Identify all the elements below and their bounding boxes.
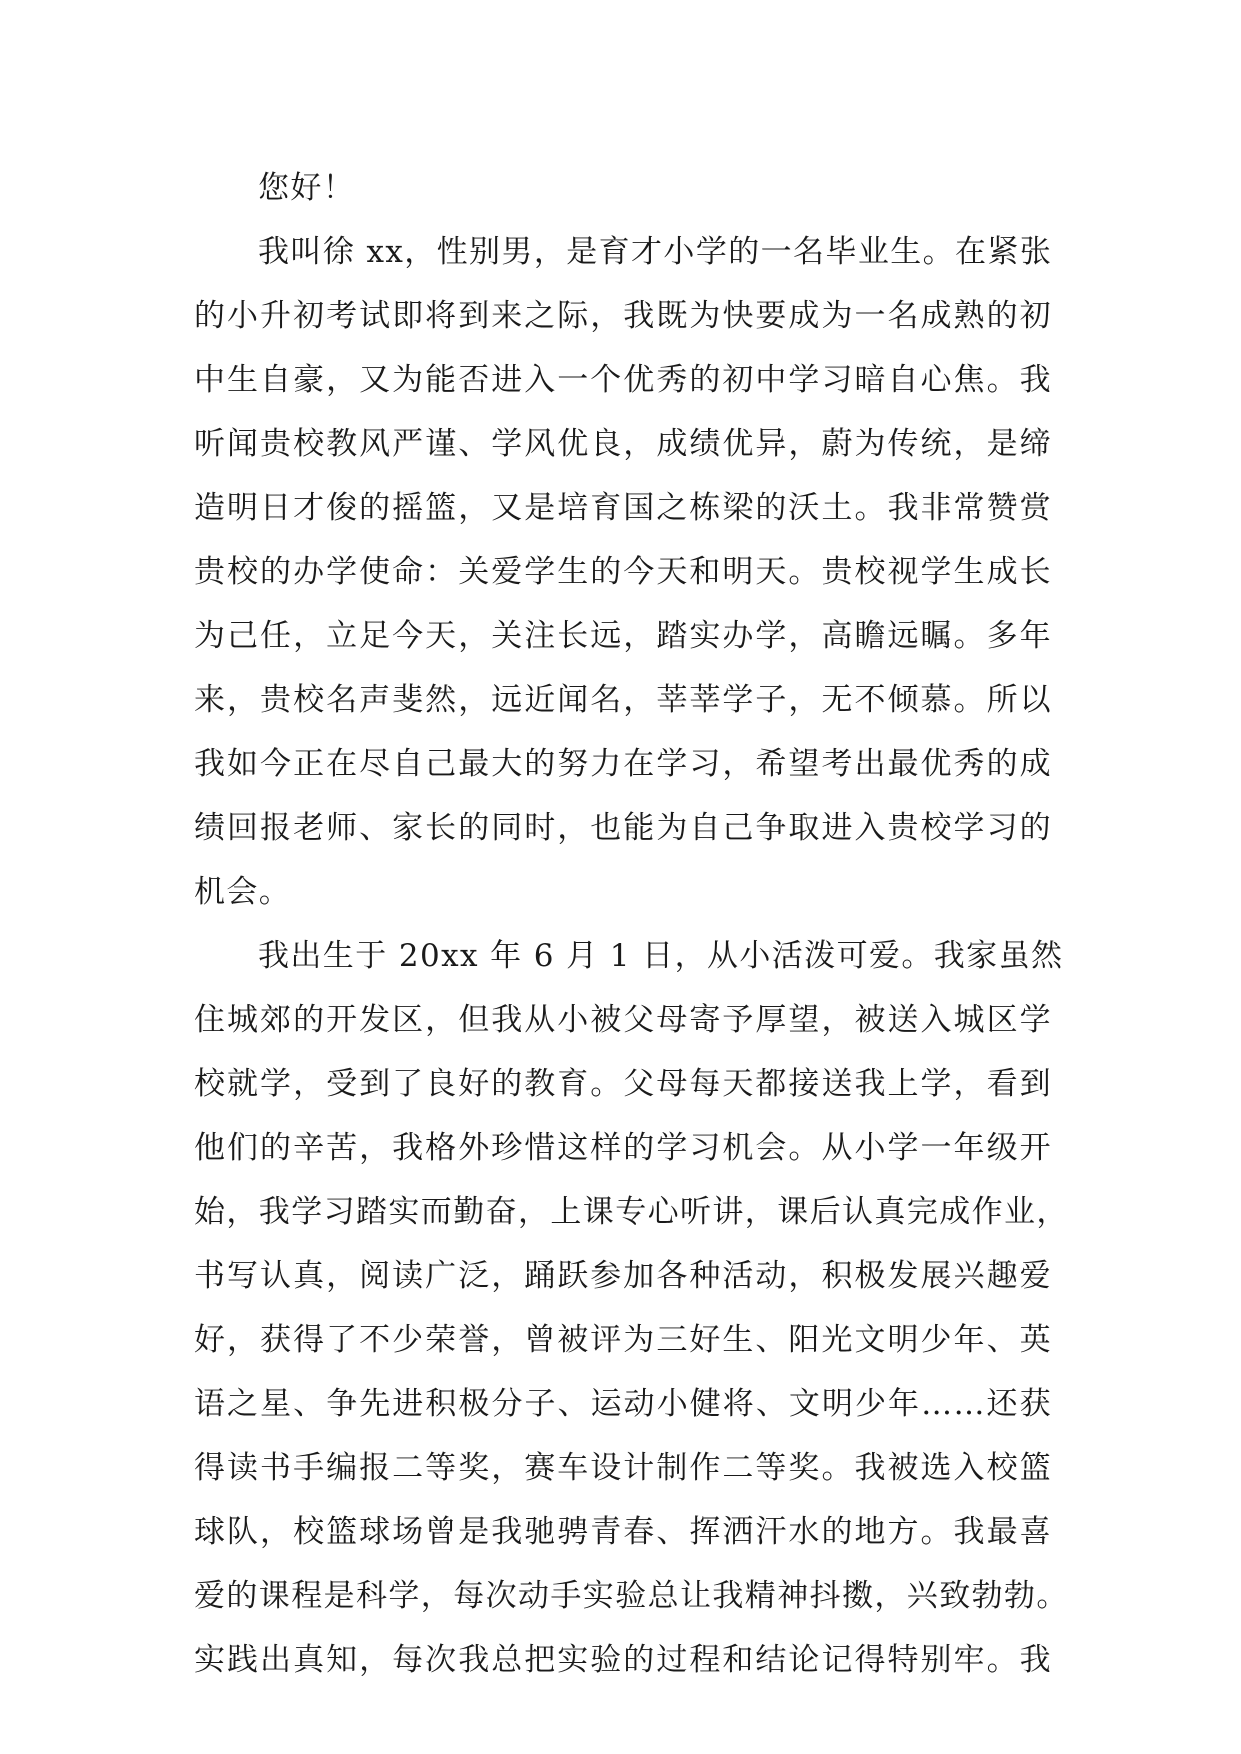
paragraph-1 [194, 220, 1052, 924]
text-line: 语之星、争先进积极分子、运动小健将、文明少年……还获 [194, 1386, 1052, 1422]
text-line: 校就学，受到了良好的教育。父母每天都接送我上学，看到 [194, 1066, 1052, 1102]
text-line: 贵校的办学使命：关爱学生的今天和明天。贵校视学生成长 [194, 554, 1052, 590]
letter-body [194, 156, 1069, 1692]
text-line: 来，贵校名声斐然，远近闻名，莘莘学子，无不倾慕。所以 [194, 682, 1052, 718]
text-line: 我出生于 20xx 年 6 月 1 日，从小活泼可爱。我家虽然 [258, 938, 1064, 974]
text-line: 为己任，立足今天，关注长远，踏实办学，高瞻远瞩。多年 [194, 618, 1052, 654]
text-line: 好，获得了不少荣誉，曾被评为三好生、阳光文明少年、英 [194, 1322, 1052, 1358]
text-line: 造明日才俊的摇篮，又是培育国之栋梁的沃土。我非常赞赏 [194, 490, 1052, 526]
text-line: 绩回报老师、家长的同时，也能为自己争取进入贵校学习的 [194, 810, 1052, 846]
text-line: 中生自豪，又为能否进入一个优秀的初中学习暗自心焦。我 [194, 362, 1052, 398]
text-line: 球队，校篮球场曾是我驰骋青春、挥洒汗水的地方。我最喜 [194, 1514, 1052, 1550]
paragraph-2 [194, 924, 1069, 1692]
text-line: 机会。 [194, 874, 292, 910]
text-line: 听闻贵校教风严谨、学风优良，成绩优异，蔚为传统，是缔 [194, 426, 1052, 462]
text-line: 实践出真知，每次我总把实验的过程和结论记得特别牢。我 [194, 1642, 1052, 1678]
text-line: 爱的课程是科学，每次动手实验总让我精神抖擞，兴致勃勃。 [194, 1578, 1069, 1614]
text-line: 他们的辛苦，我格外珍惜这样的学习机会。从小学一年级开 [194, 1130, 1052, 1166]
text-line: 始，我学习踏实而勤奋，上课专心听讲，课后认真完成作业， [194, 1194, 1069, 1230]
text-line: 书写认真，阅读广泛，踊跃参加各种活动，积极发展兴趣爱 [194, 1258, 1052, 1294]
text-line: 住城郊的开发区，但我从小被父母寄予厚望，被送入城区学 [194, 1002, 1052, 1038]
text-line: 我如今正在尽自己最大的努力在学习，希望考出最优秀的成 [194, 746, 1052, 782]
text-line: 的小升初考试即将到来之际，我既为快要成为一名成熟的初 [194, 298, 1052, 334]
greeting: 您好！ [258, 170, 356, 206]
text-line: 我叫徐 xx，性别男，是育才小学的一名毕业生。在紧张 [258, 234, 1053, 270]
text-line: 得读书手编报二等奖，赛车设计制作二等奖。我被选入校篮 [194, 1450, 1052, 1486]
